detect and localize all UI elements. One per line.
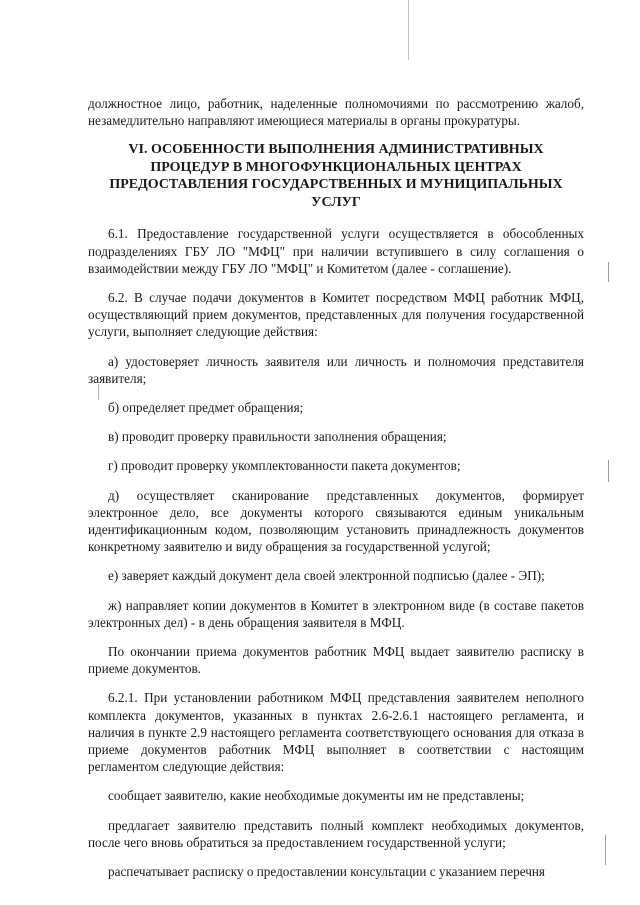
paragraph-receipt: По окончании приема документов работник МФЦ выдает заявителю расписку в приеме документов. — [88, 644, 584, 677]
paragraph-6-2-1: 6.2.1. При установлении работником МФЦ представления заявителем неполного комплекта документов, указанных в пунктах 2.6-2.6.1 настоящего регламента, и наличия в пункте 2.9 настоящего регламента соответствующего основания для отказа в приеме документов работник МФЦ выполняет в соответствии с настоящим регламентом следующие действия: — [88, 690, 584, 775]
list-item-a: а) удостоверяет личность заявителя или личность и полномочия представителя заявителя; — [88, 353, 584, 386]
list-item-v: в) проводит проверку правильности заполнения обращения; — [108, 429, 447, 445]
action-propose: предлагает заявителю представить полный комплект необходимых документов, после чего вновь обратиться за предоставлением государственной услуги; — [88, 817, 584, 850]
list-item-d: д) осуществляет сканирование представленных документов, формирует электронное дело, все документы которого связываются единым уникальным идентификационным кодом, позволяющим установить принадлежность документов конкретному заявителю и виду обращения за государственной услугой; — [88, 487, 584, 555]
list-item-g: г) проводит проверку укомплектованности пакета документов; — [108, 458, 461, 474]
action-print-receipt: распечатывает расписку о предоставлении консультации с указанием перечня — [108, 864, 545, 880]
section-heading: VI. ОСОБЕННОСТИ ВЫПОЛНЕНИЯ АДМИНИСТРАТИВНЫХ ПРОЦЕДУР В МНОГОФУНКЦИОНАЛЬНЫХ ЦЕНТРАХ ПРЕДОСТАВЛЕНИЯ ГОСУДАРСТВЕННЫХ И МУНИЦИПАЛЬНЫХ УСЛУГ — [109, 142, 563, 210]
paragraph-previous-section: должностное лицо, работник, наделенные полномочиями по рассмотрению жалоб, незамедлительно направляют имеющиеся материалы в органы прокуратуры. — [88, 96, 584, 129]
scan-artifact-line — [408, 0, 409, 60]
scan-artifact-line — [605, 835, 606, 865]
list-item-b: б) определяет предмет обращения; — [108, 400, 304, 416]
paragraph-6-1: 6.1. Предоставление государственной услуги осуществляется в обособленных подразделениях ГБУ ЛО "МФЦ" при наличии вступившего в силу соглашения о взаимодействии между ГБУ ЛО "МФЦ" и Комитетом (далее - соглашение). — [88, 226, 584, 276]
paragraph-6-2: 6.2. В случае подачи документов в Комитет посредством МФЦ работник МФЦ, осуществляющий прием документов, представленных для получения государственной услуги, выполняет следующие действия: — [88, 290, 584, 340]
document-body — [88, 95, 584, 892]
scan-artifact-line — [608, 460, 609, 482]
list-item-zh: ж) направляет копии документов в Комитет в электронном виде (в составе пакетов электронных дел) - в день обращения заявителя в МФЦ. — [88, 597, 584, 630]
action-inform: сообщает заявителю, какие необходимые документы им не представлены; — [108, 788, 525, 804]
scan-artifact-line — [608, 262, 609, 282]
list-item-e: е) заверяет каждый документ дела своей электронной подписью (далее - ЭП); — [108, 568, 545, 584]
